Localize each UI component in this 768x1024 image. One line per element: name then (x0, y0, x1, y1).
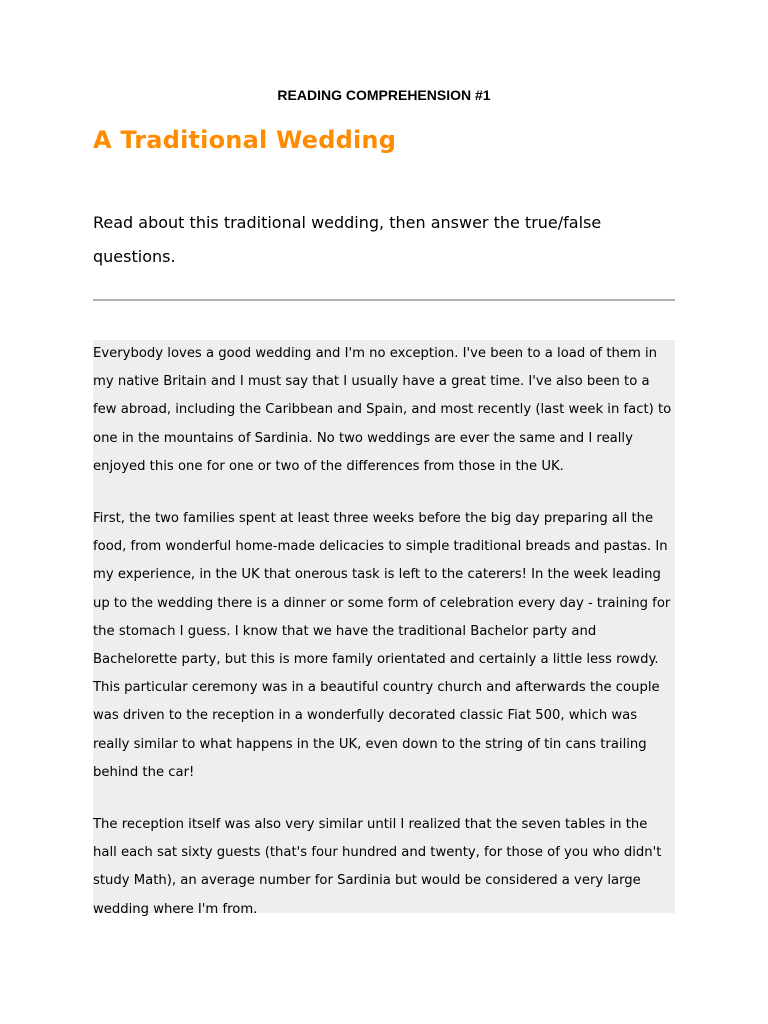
reading-passage (93, 340, 675, 917)
passage-paragraph-2: First, the two families spent at least three weeks before the big day preparing all the food, from wonderful home-made delicacies to simple traditional breads and pastas. In my experience, in the UK that onerous task is left to the caterers! In the week leading up to the wedding there is a dinner or some form of celebration every day - training for the stomach I guess. I know that we have the traditional Bachelor party and Bachelorette party, but this is more family orientated and certainly a little less rowdy. This particular ceremony was in a beautiful country church and afterwards the couple was driven to the reception in a wonderfully decorated classic Fiat 500, which was really similar to what happens in the UK, even down to the string of tin cans trailing behind the car! (93, 511, 671, 780)
instructions-text: Read about this traditional wedding, then answer the true/false questions. (93, 213, 602, 266)
section-divider (93, 299, 675, 301)
document-title: A Traditional Wedding (93, 126, 397, 154)
passage-paragraph-1: Everybody loves a good wedding and I'm no exception. I've been to a load of them in my native Britain and I must say that I usually have a great time. I've also been to a few abroad, including the Caribbean and Spain, and most recently (last week in fact) to one in the mountains of Sardinia. No two weddings are ever the same and I really enjoyed this one for one or two of the differences from those in the UK. (93, 346, 672, 474)
passage-paragraph-3: The reception itself was also very similar until I realized that the seven tables in the hall each sat sixty guests (that's four hundred and twenty, for those of you who didn't study Math), an average number for Sardinia but would be considered a very large wedding where I'm from. (93, 817, 662, 917)
worksheet-header: READING COMPREHENSION #1 (277, 87, 491, 103)
